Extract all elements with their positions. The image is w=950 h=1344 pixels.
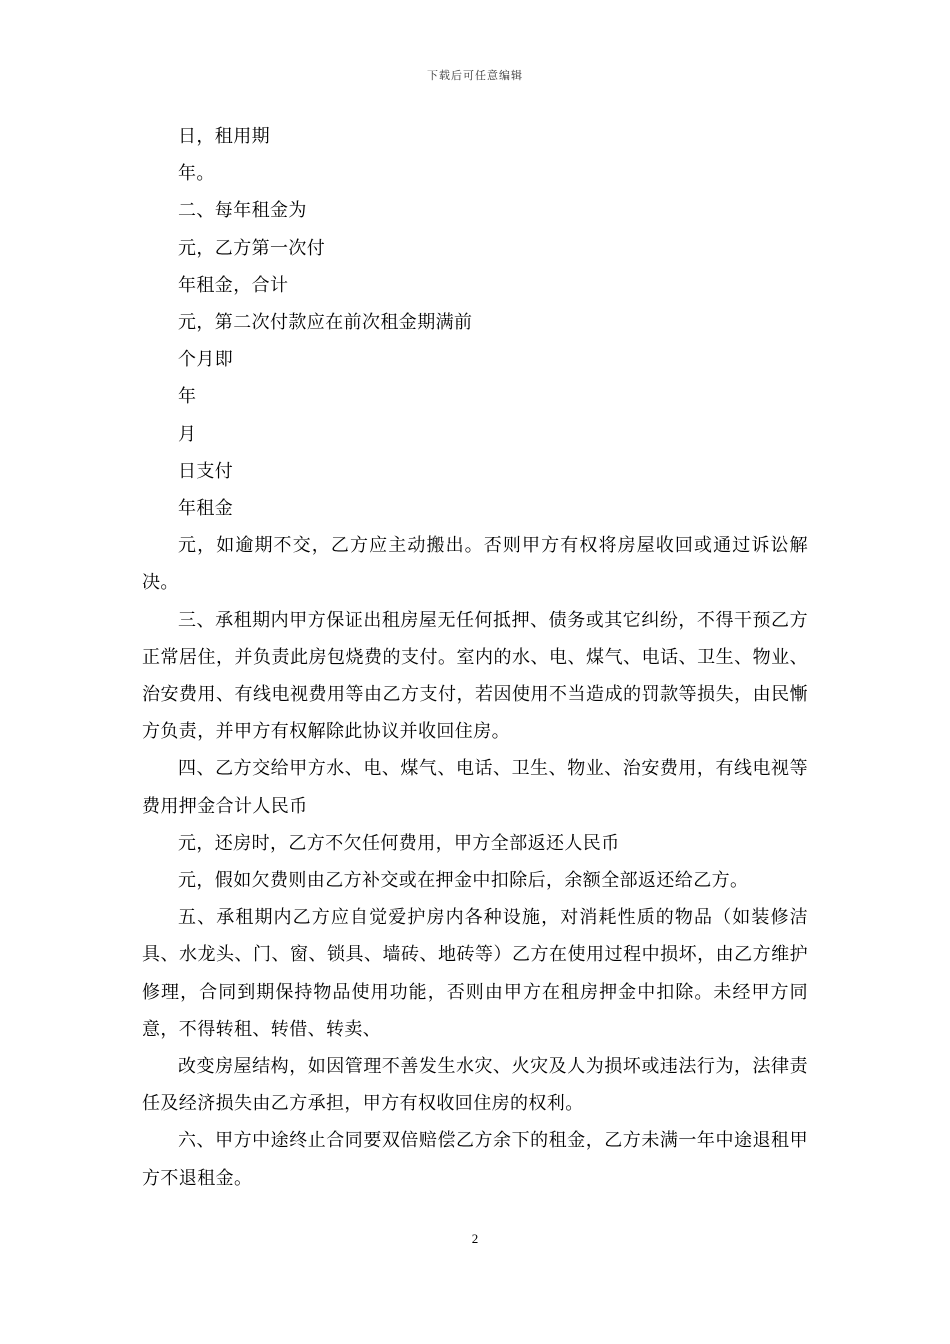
paragraph: 元，乙方第一次付 bbox=[178, 237, 326, 259]
paragraph: 三、承租期内甲方保证出租房屋无任何抵押、债务或其它纠纷，不得干预乙方正常居住，并负责此房包烧费的支付。室内的水、电、煤气、电话、卫生、物业、治安费用、有线电视费用等由乙方支付，若因使用不当造成的罚款等损失，由民慚方负责，并甲方有权解除此协议并收回住房。 bbox=[142, 609, 808, 743]
paragraph: 四、乙方交给甲方水、电、煤气、电话、卫生、物业、治安费用，有线电视等费用押金合计人民币 bbox=[142, 758, 808, 817]
paragraph: 元，如逾期不交，乙方应主动搬出。否则甲方有权将房屋收回或通过诉讼解决。 bbox=[142, 535, 808, 594]
paragraph: 六、甲方中途终止合同要双倍赔偿乙方余下的租金，乙方未满一年中途退租甲方不退租金。 bbox=[142, 1130, 808, 1189]
paragraph: 元，第二次付款应在前次租金期满前 bbox=[178, 312, 473, 334]
paragraph: 改变房屋结构，如因管理不善发生水灾、火灾及人为损坏或违法行为，法律责任及经济损失由乙方承担，甲方有权收回住房的权利。 bbox=[142, 1056, 808, 1115]
paragraph: 年 bbox=[178, 386, 197, 408]
paragraph: 日，租用期 bbox=[178, 126, 270, 147]
page-number: 2 bbox=[471, 1231, 479, 1246]
paragraph: 日支付 bbox=[178, 460, 234, 482]
contract-body bbox=[142, 118, 808, 1197]
page-header: 下载后可任意编辑 bbox=[427, 69, 523, 82]
paragraph: 月 bbox=[178, 423, 197, 445]
paragraph: 年租金 bbox=[178, 498, 234, 520]
paragraph: 五、承租期内乙方应自觉爱护房内各种设施，对消耗性质的物品（如装修洁具、水龙头、门、窗、锁具、墙砖、地砖等）乙方在使用过程中损坏，由乙方维护修理，合同到期保持物品使用功能，否则由甲方在租房押金中扣除。未经甲方同意，不得转租、转借、转卖、 bbox=[142, 907, 808, 1040]
paragraph: 个月即 bbox=[178, 349, 234, 371]
paragraph: 二、每年租金为 bbox=[178, 200, 307, 222]
paragraph: 元，假如欠费则由乙方补交或在押金中扣除后，余额全部返还给乙方。 bbox=[178, 870, 749, 892]
paragraph: 年租金，合计 bbox=[178, 274, 289, 296]
paragraph: 年。 bbox=[178, 163, 215, 185]
paragraph: 元，还房时，乙方不欠任何费用，甲方全部返还人民币 bbox=[178, 832, 620, 854]
